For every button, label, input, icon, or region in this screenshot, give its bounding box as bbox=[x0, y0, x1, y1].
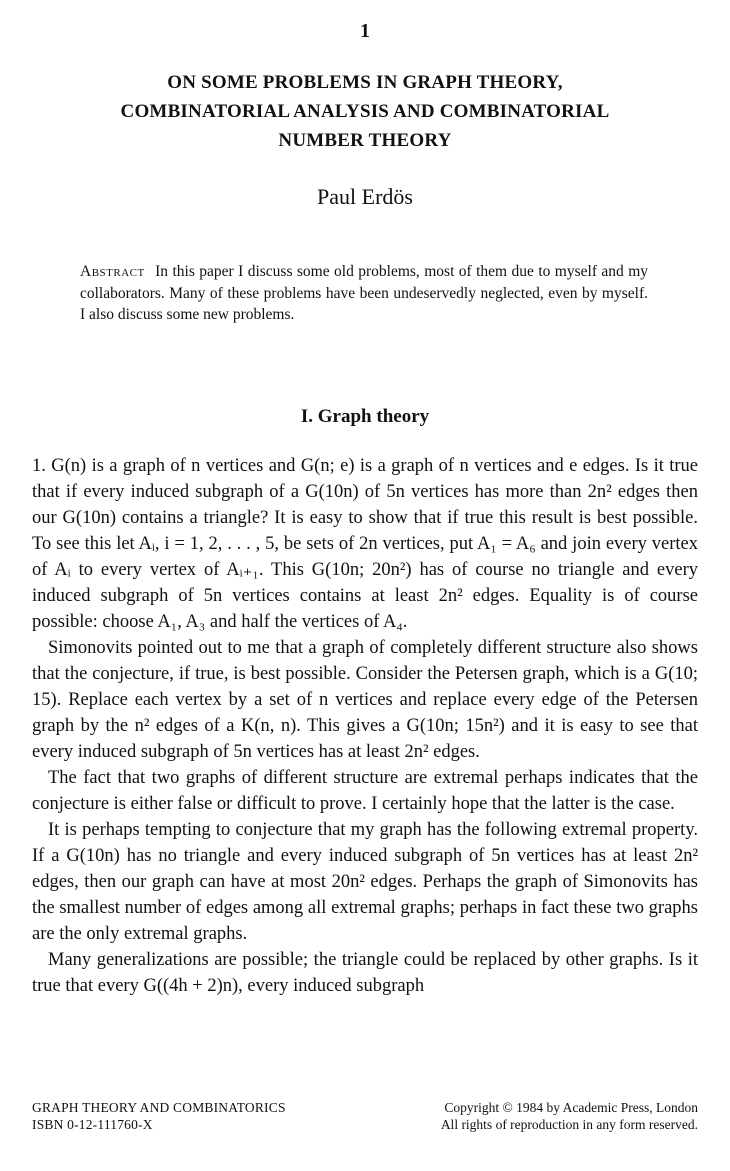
abstract-text: In this paper I discuss some old problems, most of them due to myself and my collaborators. Many of these problems have been undeservedly neglected, even by myself. I also discuss some new problems. bbox=[80, 263, 648, 323]
footer-isbn: ISBN 0-12-111760-X bbox=[32, 1117, 153, 1132]
paragraph: Many generalizations are possible; the triangle could be replaced by other graphs. Is it true that every G((4h + 2)n), every induced subgraph bbox=[32, 950, 698, 996]
section-heading: I. Graph theory bbox=[300, 406, 430, 427]
body-text bbox=[32, 453, 698, 999]
chapter-number: 1 bbox=[360, 20, 370, 42]
paragraph: Simonovits pointed out to me that a graph of completely different structure also shows that the conjecture, if true, is best possible. Consider the Petersen graph, which is a G(10; 15). Replace each vertex by a set of n vertices and replace every edge of the Petersen graph by the n² edges of a K(n, n). This gives a G(10n; 15n²) and it is easy to see that every induced subgraph of 5n vertices has at least 2n² edges. bbox=[32, 638, 698, 762]
title-line: COMBINATORIAL ANALYSIS AND COMBINATORIAL bbox=[120, 101, 610, 122]
title-line: NUMBER THEORY bbox=[278, 130, 452, 151]
footer-copyright bbox=[441, 1099, 698, 1133]
footer-publication-info bbox=[32, 1099, 286, 1133]
paragraph: It is perhaps tempting to conjecture that my graph has the following extremal property. If a G(10n) has no triangle and every induced subgraph of 5n vertices has at least 2n² edges, then our graph can have at most 20n² edges. Perhaps the graph of Simonovits has the smallest number of edges among all extremal graphs; perhaps in fact these two graphs are the only extremal graphs. bbox=[32, 820, 698, 944]
abstract-label: Abstract bbox=[80, 263, 145, 280]
footer-copyright-line: Copyright © 1984 by Academic Press, London bbox=[444, 1100, 698, 1115]
abstract bbox=[80, 261, 648, 326]
paragraph: The fact that two graphs of different structure are extremal perhaps indicates that the conjecture is either false or difficult to prove. I certainly hope that the latter is the case. bbox=[32, 768, 698, 814]
paragraph: 1. G(n) is a graph of n vertices and G(n; e) is a graph of n vertices and e edges. Is it true that if every induced subgraph of a G(10n) of 5n vertices has more than 2n² edges then our G(10n) contains a triangle? It is easy to show that if true this result is best possible. To see this let Aᵢ, i = 1, 2, . . . , 5, be sets of 2n vertices, put A₁ = A₆ and join every vertex of Aᵢ to every vertex of Aᵢ₊₁. This G(10n; 20n²) has of course no triangle and every induced subgraph of 5n vertices contains at least 2n² edges. Equality is of course possible: choose A₁, A₃ and half the vertices of A₄. bbox=[32, 456, 698, 632]
paper-title bbox=[0, 68, 730, 155]
author-name: Paul Erdös bbox=[317, 184, 413, 209]
footer-series: GRAPH THEORY AND COMBINATORICS bbox=[32, 1100, 286, 1115]
title-line: ON SOME PROBLEMS IN GRAPH THEORY, bbox=[167, 72, 563, 93]
footer-rights: All rights of reproduction in any form reserved. bbox=[440, 1117, 698, 1132]
